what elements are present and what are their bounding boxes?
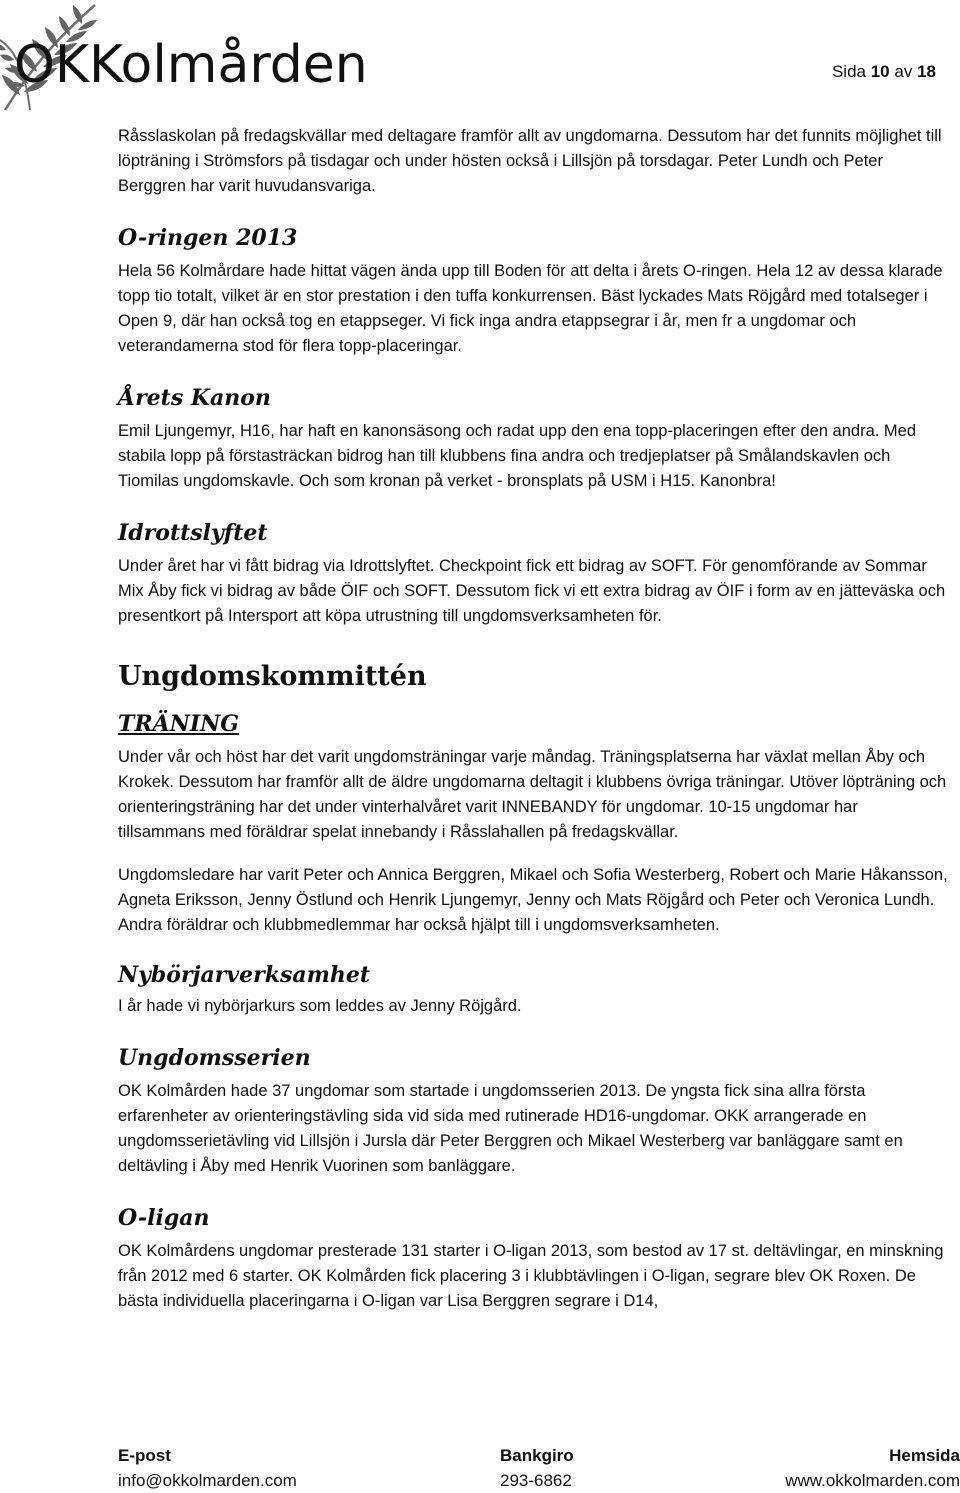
- report-body: [118, 124, 948, 1314]
- traning-paragraph: Under vår och höst har det varit ungdomsträningar varje måndag. Träningsplatserna har växlat mellan Åby och Krokek. Dessutom har framför allt de äldre ungdomarna deltagit i klubbens övriga träningar. Utöver löpträning och orienteringsträning har det under vinterhalvåret varit INNEBANDY för ungdomar. 10-15 ungdomar har tillsammans med föräldrar spelat innebandy i Råsslahallen på fredagskvällar.: [118, 748, 947, 841]
- club-logo: [0, 0, 420, 120]
- section-heading-ungdomskommitten: Ungdomskommittén: [118, 661, 427, 692]
- kanon-paragraph: Emil Ljungemyr, H16, har haft en kanonsäsong och radat upp den ena topp-placeringen efter den andra. Med stabila lopp på förstasträckan bidrog han till klubbens fina andra och tredjeplatser på Smålandskavlen och Tiomilas ungdomskavle. Och som kronan på verket - bronsplats på USM i H15. Kanonbra!: [118, 422, 917, 490]
- footer-bankgiro: [500, 1443, 574, 1493]
- footer-web-link[interactable]: www.okkolmarden.com: [785, 1471, 960, 1490]
- idrottslyftet-paragraph: Under året har vi fått bidrag via Idrottslyftet. Checkpoint fick ett bidrag av SOFT. För genomförande av Sommar Mix Åby fick vi bidrag av både ÖIF och SOFT. Dessutom fick vi ett extra bidrag av ÖIF i form av en jätteväska och presentkort på Intersport att köpa utrustning till ungdomsverksamheten för.: [118, 557, 946, 625]
- footer-email-label: E-post: [118, 1446, 171, 1465]
- ledare-paragraph: Ungdomsledare har varit Peter och Annica Berggren, Mikael och Sofia Westerberg, Robert och Marie Håkansson, Agneta Eriksson, Jenny Östlund och Henrik Ljungemyr, Jenny och Mats Röjgård och Peter och Veronica Lundh. Andra föräldrar och klubbmedlemmar har också hjälpt till i ungdomsverksamheten.: [118, 866, 948, 934]
- section-heading-ungdomsserien: Ungdomsserien: [118, 1045, 311, 1071]
- section-heading-kanon: Årets Kanon: [118, 385, 271, 411]
- nyborjar-paragraph: I år hade vi nybörjarkurs som leddes av Jenny Röjgård.: [118, 997, 522, 1015]
- footer-website: [785, 1443, 960, 1493]
- section-heading-traning: TRÄNING: [118, 711, 240, 737]
- page-footer: [118, 1443, 960, 1491]
- oligan-paragraph: OK Kolmårdens ungdomar presterade 131 starter i O-ligan 2013, som bestod av 17 st. deltävlingar, en minskning från 2012 med 6 starter. OK Kolmården fick placering 3 i klubbtävlingen i O-ligan, segrare blev OK Roxen. De bästa individuella placeringarna i O-ligan var Lisa Berggren segrare i D14,: [118, 1242, 944, 1310]
- section-heading-idrottslyftet: Idrottslyftet: [118, 520, 268, 546]
- section-heading-oringen: O-ringen 2013: [118, 225, 298, 251]
- section-heading-nyborjar: Nybörjarverksamhet: [118, 962, 371, 988]
- logo-wordmark: OKKolmården: [14, 35, 368, 95]
- footer-email: [118, 1443, 297, 1493]
- intro-paragraph: Råsslaskolan på fredagskvällar med deltagare framför allt av ungdomarna. Dessutom har det funnits möjlighet till löpträning i Strömsfors på tisdagar och under hösten också i Lillsjön på torsdagar. Peter Lundh och Peter Berggren har varit huvudansvariga.: [118, 127, 942, 195]
- page-number: Sida 10 av 18: [831, 62, 936, 81]
- oringen-paragraph: Hela 56 Kolmårdare hade hittat vägen ända upp till Boden för att delta i årets O-ringen. Hela 12 av dessa klarade topp tio totalt, vilket är en stor prestation i den tuffa konkurrensen. Bäst lyckades Mats Röjgård med totalseger i Open 9, där han också tog en etappseger. Vi fick inga andra etappsegrar i år, men fr a ungdomar och veterandamerna stod för flera topp-placeringar.: [118, 262, 943, 355]
- footer-web-label: Hemsida: [889, 1446, 960, 1465]
- footer-bank-value: 293-6862: [500, 1471, 572, 1490]
- footer-bank-label: Bankgiro: [500, 1446, 574, 1465]
- section-heading-oligan: O-ligan: [118, 1205, 210, 1231]
- footer-email-link[interactable]: info@okkolmarden.com: [118, 1471, 297, 1490]
- ungdomsserien-paragraph: OK Kolmården hade 37 ungdomar som startade i ungdomsserien 2013. De yngsta fick sina allra första erfarenheter av orienteringstävling sida vid sida med rutinerade HD16-ungdomar. OKK arrangerade en ungdomsserietävling vid Lillsjön i Jursla där Peter Berggren och Mikael Westerberg var banläggare samt en deltävling i Åby med Henrik Vuorinen som banläggare.: [118, 1082, 903, 1175]
